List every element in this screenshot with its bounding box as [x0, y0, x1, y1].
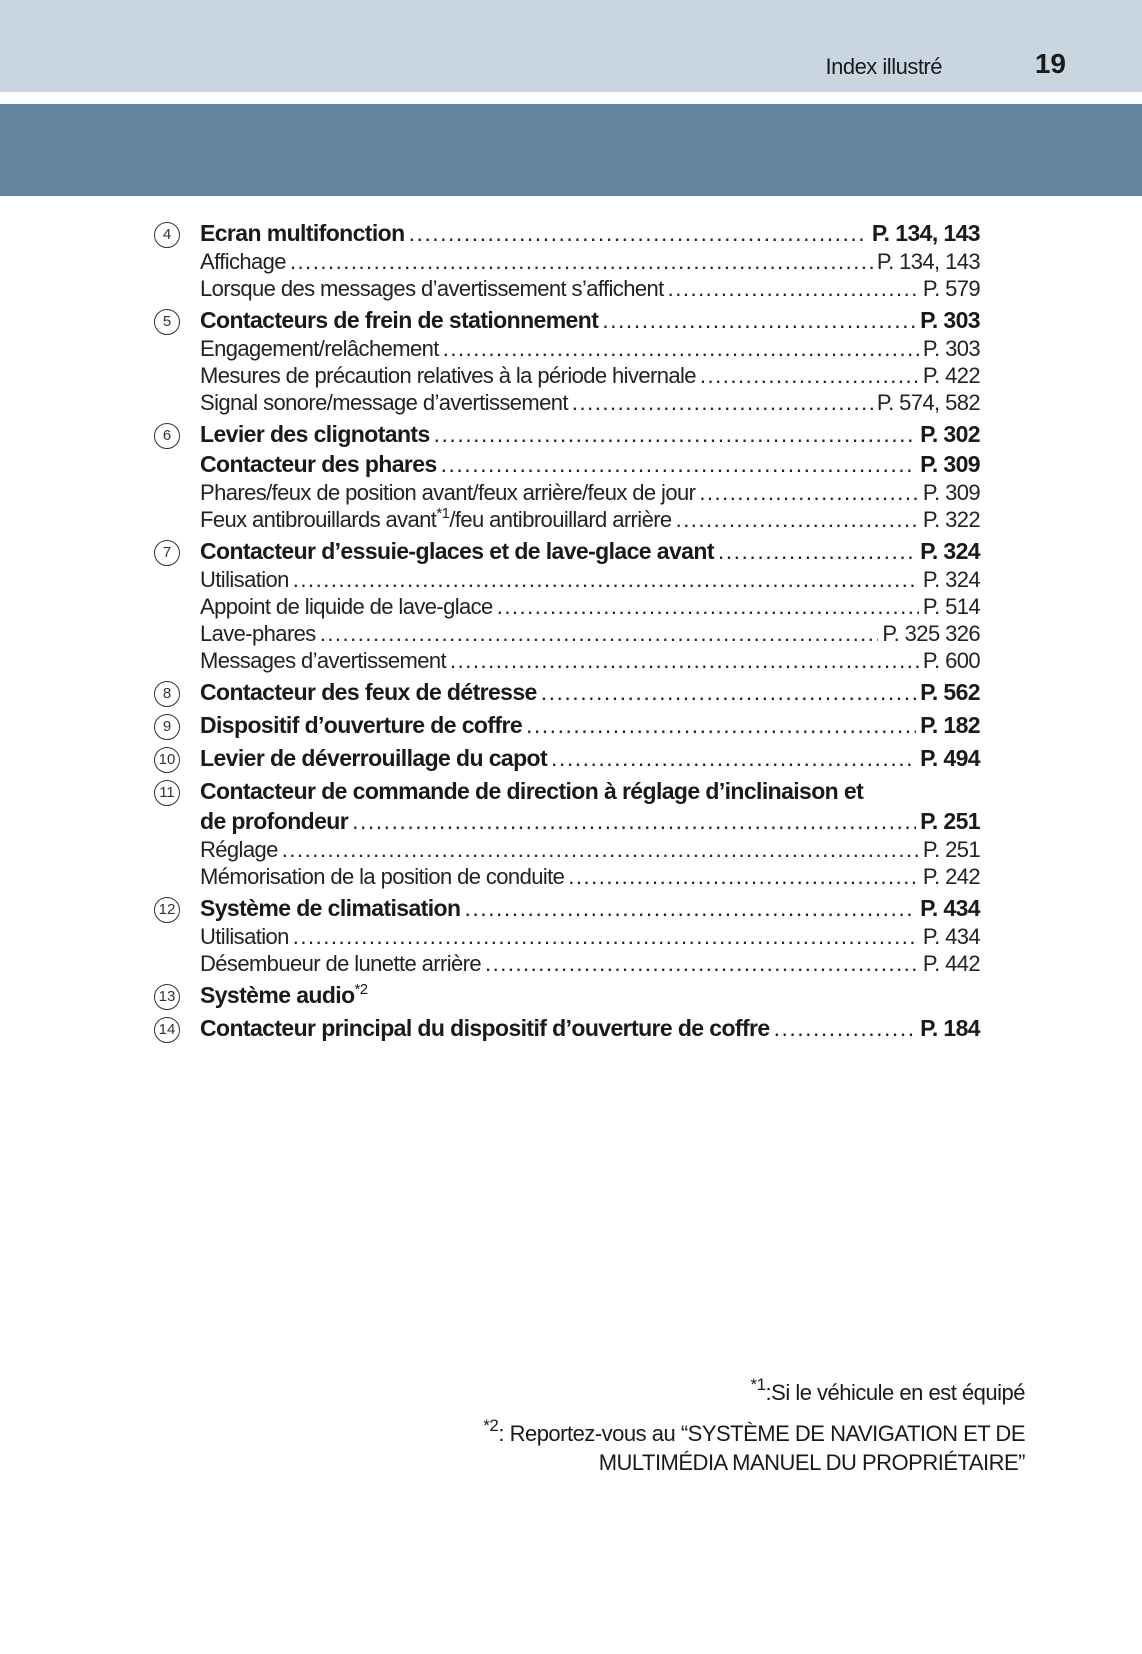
page-reference: P. 434	[922, 924, 980, 949]
entry-subitem	[200, 362, 980, 389]
entry-label	[200, 647, 446, 674]
page-reference: P. 434	[920, 895, 980, 921]
index-entry	[154, 419, 980, 533]
dot-leader	[541, 677, 916, 707]
entry-subitem	[200, 593, 980, 620]
dot-leader	[352, 806, 916, 836]
dot-leader	[718, 536, 916, 566]
index-entry	[154, 1013, 980, 1043]
page-number: 19	[1034, 48, 1066, 79]
entry-subitem	[200, 389, 980, 416]
callout-number: 10	[154, 747, 180, 773]
callout-number: 8	[154, 681, 180, 707]
entry-label	[200, 778, 863, 804]
entry-text: Utilisation	[200, 924, 289, 949]
entry-text: Contacteur principal du dispositif d’ouverture de coffre	[200, 1015, 770, 1041]
footnote-marker: *2	[354, 981, 368, 998]
dot-leader	[443, 335, 919, 362]
page-reference: P. 422	[922, 363, 980, 388]
entry-text: Dispositif d’ouverture de coffre	[200, 712, 523, 738]
entry-text: Réglage	[200, 837, 278, 862]
entry-label	[200, 593, 493, 620]
entry-label	[200, 620, 316, 647]
section-band	[0, 104, 1142, 196]
entry-label	[200, 506, 672, 533]
footnote-text: : Reportez-vous au “SYSTÈME DE NAVIGATION ET DE	[498, 1421, 1025, 1446]
footnote-mark: *1	[750, 1375, 766, 1394]
entry-title	[200, 980, 980, 1010]
entry-text: Système audio	[200, 982, 355, 1008]
entry-subitem	[200, 620, 980, 647]
callout-number: 7	[154, 540, 180, 566]
page-reference: P. 514	[922, 594, 980, 619]
entry-label	[200, 806, 348, 836]
entry-text: Mémorisation de la position de conduite	[200, 864, 565, 889]
index-entry	[154, 305, 980, 416]
dot-leader	[526, 710, 916, 740]
index-entry	[154, 743, 980, 773]
page-reference: P. 324	[922, 567, 980, 592]
entry-title	[200, 218, 980, 248]
entry-label	[200, 479, 695, 506]
entry-title	[200, 419, 980, 449]
entry-title	[200, 1013, 980, 1043]
entry-label	[200, 536, 714, 566]
entry-subitem	[200, 923, 980, 950]
page-reference: P. 442	[922, 951, 980, 976]
entry-title	[200, 305, 980, 335]
entry-title	[200, 710, 980, 740]
index-entry	[154, 710, 980, 740]
dot-leader	[676, 506, 919, 533]
entry-title	[200, 776, 980, 806]
entry-text: Phares/feux de position avant/feux arrière/feux de jour	[200, 480, 696, 505]
entry-title	[200, 806, 980, 836]
page-reference: P. 302	[920, 421, 980, 447]
dot-leader	[293, 923, 919, 950]
entry-text: Engagement/relâchement	[200, 336, 439, 361]
entry-text: Ecran multifonction	[200, 220, 405, 246]
page-reference: P. 325 326	[882, 621, 980, 646]
entry-subitem	[200, 335, 980, 362]
header-band	[0, 0, 1142, 92]
entry-label	[200, 362, 696, 389]
header-divider	[0, 92, 1142, 104]
page-reference: P. 574, 582	[876, 390, 980, 415]
index-entry	[154, 776, 980, 890]
dot-leader	[434, 419, 916, 449]
entry-text: Lorsque des messages d’avertissement s’affichent	[200, 276, 664, 301]
entry-label	[200, 950, 481, 977]
footnote-text: :Si le véhicule en est équipé	[765, 1380, 1025, 1405]
dot-leader	[320, 620, 879, 647]
dot-leader	[602, 305, 916, 335]
page-reference: P. 251	[920, 808, 980, 834]
dot-leader	[409, 218, 868, 248]
entry-subitem	[200, 506, 980, 533]
index-list	[154, 218, 980, 1046]
dot-leader	[497, 593, 919, 620]
entry-text: Contacteur des feux de détresse	[200, 679, 537, 705]
entry-label	[200, 419, 430, 449]
callout-number: 14	[154, 1017, 180, 1043]
page-reference: P. 324	[920, 538, 980, 564]
dot-leader	[668, 275, 919, 302]
entry-text-tail: /feu antibrouillard arrière	[449, 507, 672, 532]
page-reference: P. 134, 143	[876, 249, 980, 274]
entry-label	[200, 248, 286, 275]
entry-title	[200, 743, 980, 773]
callout-number: 9	[154, 714, 180, 740]
entry-title	[200, 893, 980, 923]
page-reference: P. 309	[922, 480, 980, 505]
entry-subitem	[200, 647, 980, 674]
entry-subitem	[200, 950, 980, 977]
entry-label	[200, 982, 368, 1008]
entry-label	[200, 923, 289, 950]
entry-text: Utilisation	[200, 567, 289, 592]
entry-title	[200, 677, 980, 707]
page-reference: P. 303	[920, 307, 980, 333]
entry-label	[200, 305, 598, 335]
index-entry	[154, 980, 980, 1010]
page-reference: P. 579	[922, 276, 980, 301]
entry-text: Levier de déverrouillage du capot	[200, 745, 548, 771]
entry-subitem	[200, 275, 980, 302]
entry-label	[200, 710, 522, 740]
entry-label	[200, 893, 460, 923]
dot-leader	[293, 566, 919, 593]
callout-number: 12	[154, 897, 180, 923]
entry-text: Signal sonore/message d’avertissement	[200, 390, 568, 415]
page-reference: P. 184	[920, 1015, 980, 1041]
dot-leader	[464, 893, 916, 923]
page-reference: P. 303	[922, 336, 980, 361]
entry-text: Contacteur de commande de direction à réglage d’inclinaison et	[200, 778, 864, 804]
dot-leader	[572, 389, 873, 416]
page-reference: P. 322	[922, 507, 980, 532]
entry-subitem	[200, 479, 980, 506]
dot-leader	[568, 863, 919, 890]
entry-text: Affichage	[200, 249, 286, 274]
entry-subitem	[200, 248, 980, 275]
entry-label	[200, 863, 564, 890]
page-reference: P. 242	[922, 864, 980, 889]
index-entry	[154, 677, 980, 707]
entry-label	[200, 1013, 770, 1043]
entry-label	[200, 677, 537, 707]
entry-text: Contacteurs de frein de stationnement	[200, 307, 599, 333]
page-reference: P. 134, 143	[871, 220, 980, 246]
entry-subitem	[200, 863, 980, 890]
index-entry	[154, 893, 980, 977]
entry-text: Mesures de précaution relatives à la période hivernale	[200, 363, 696, 388]
dot-leader	[551, 743, 916, 773]
footnotes	[483, 1375, 1025, 1489]
page-reference: P. 494	[920, 745, 980, 771]
entry-title	[200, 449, 980, 479]
entry-text: Messages d’avertissement	[200, 648, 447, 673]
entry-text: Appoint de liquide de lave-glace	[200, 594, 493, 619]
index-entry	[154, 218, 980, 302]
footnote-text-continued: MULTIMÉDIA MANUEL DU PROPRIÉTAIRE”	[598, 1450, 1025, 1475]
dot-leader	[441, 449, 916, 479]
page-reference: P. 600	[922, 648, 980, 673]
callout-number: 6	[154, 423, 180, 449]
page-reference: P. 309	[920, 451, 980, 477]
page-reference: P. 562	[920, 679, 980, 705]
entry-label	[200, 743, 547, 773]
entry-text: Système de climatisation	[200, 895, 461, 921]
entry-label	[200, 335, 439, 362]
dot-leader	[485, 950, 919, 977]
entry-label	[200, 218, 405, 248]
entry-subitem	[200, 566, 980, 593]
dot-leader	[700, 362, 919, 389]
footnote-mark: *2	[483, 1416, 499, 1435]
entry-text: de profondeur	[200, 808, 349, 834]
entry-label	[200, 836, 278, 863]
entry-text: Désembueur de lunette arrière	[200, 951, 481, 976]
page-reference: P. 251	[922, 837, 980, 862]
footnote-marker: *1	[436, 505, 450, 522]
footnote-1	[483, 1375, 1025, 1407]
dot-leader	[282, 836, 919, 863]
footnote-2	[483, 1416, 1025, 1477]
entry-subitem	[200, 836, 980, 863]
callout-number: 4	[154, 222, 180, 248]
entry-label	[200, 449, 437, 479]
entry-label	[200, 389, 568, 416]
entry-label	[200, 566, 289, 593]
page-reference: P. 182	[920, 712, 980, 738]
dot-leader	[699, 479, 919, 506]
callout-number: 13	[154, 984, 180, 1010]
entry-title	[200, 536, 980, 566]
section-title: Index illustré	[825, 54, 942, 79]
callout-number: 5	[154, 309, 180, 335]
entry-text: Lave-phares	[200, 621, 316, 646]
dot-leader	[450, 647, 919, 674]
dot-leader	[774, 1013, 916, 1043]
entry-text: Feux antibrouillards avant	[200, 507, 437, 532]
index-entry	[154, 536, 980, 674]
entry-text: Contacteur des phares	[200, 451, 437, 477]
entry-text: Contacteur d’essuie-glaces et de lave-glace avant	[200, 538, 714, 564]
dot-leader	[290, 248, 873, 275]
callout-number: 11	[154, 780, 180, 806]
entry-text: Levier des clignotants	[200, 421, 430, 447]
entry-label	[200, 275, 664, 302]
